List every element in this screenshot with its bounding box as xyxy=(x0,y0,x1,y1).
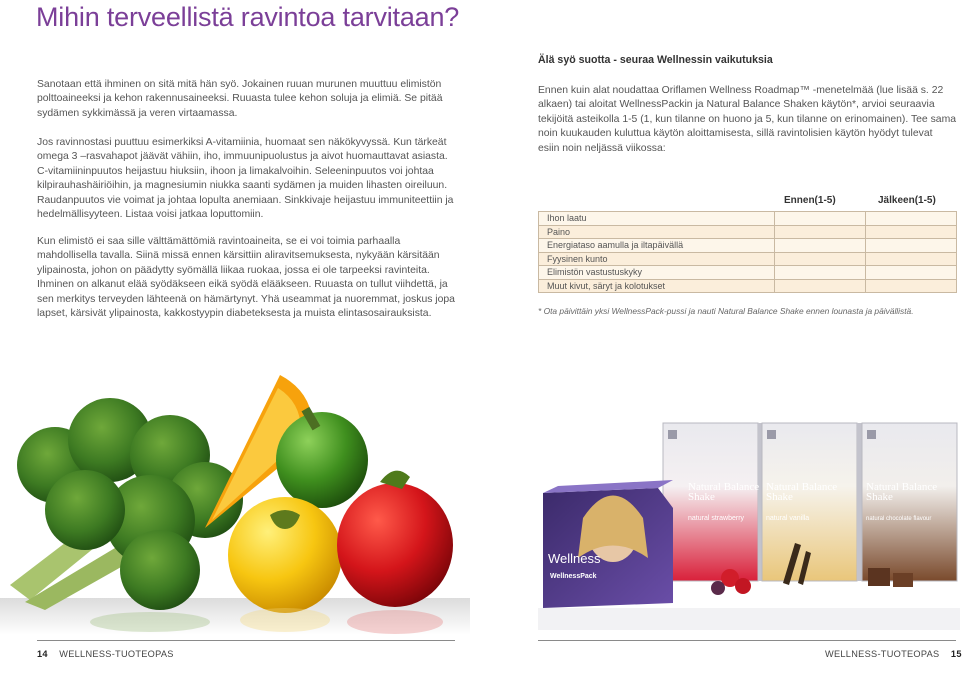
shake-label-strawberry: Shake xyxy=(688,491,715,503)
row-label: Fyysinen kunto xyxy=(539,252,775,266)
before-cell[interactable] xyxy=(775,252,866,266)
heading-brand: Wellnessin xyxy=(656,54,713,66)
paragraph-2: Jos ravinnostasi puuttuu esimerkiksi A-vitamiinia, huomaat sen näkökyvyssä. Kun tärkeät omega 3 –rasvahapot jäävät vähiin, iho, immuunipuolustus ja aivot huomauttavat asiasta. C-vitamiininpuutos heijastuu hiuksiin, ihoon ja limakalvoihin. Seleeninpuutos voi johtaa kilpirauhashäiriöihin, ja magnesiumin niukka saanti sydämen ja muiden lihasten oireiluun. Raudanpuutos vie voimat ja johtaa lopulta anemiaan. Sinkkivaje heijastuu immuniteettiin ja hedelmällisyyteen. Listaa voisi jatkaa loputtomiin. xyxy=(37,137,454,221)
shake-name-chocolate: Natural Balance xyxy=(866,481,938,493)
page-number-right: 15 xyxy=(950,649,962,659)
deficiency-paragraph xyxy=(37,136,457,222)
footer-label-right: WELLNESS-TUOTEOPAS xyxy=(825,649,940,659)
nutrition-paragraph xyxy=(37,235,457,321)
table-row xyxy=(539,252,957,266)
table-row xyxy=(539,266,957,280)
products-image xyxy=(538,418,960,630)
page-title: Mihin terveellistä ravintoa tarvitaan? xyxy=(36,2,460,32)
row-label: Muut kivut, säryt ja kolotukset xyxy=(539,279,775,293)
footer-right xyxy=(825,649,962,659)
before-cell[interactable] xyxy=(775,212,866,226)
shake-label-chocolate: Shake xyxy=(866,491,893,503)
intro-paragraph xyxy=(37,78,457,121)
before-cell[interactable] xyxy=(775,225,866,239)
instruction-paragraph: Ennen kuin alat noudattaa Oriflamen Wellness Roadmap™ -menetelmää (lue lisää s. 22 alkaen) tai aloitat WellnessPackin ja Natural Balance Shaken käytön*, arvioi seuraavia tekijöitä asteikolla 1-5 (1, kun tilanne on huono ja 5, kun tilanne on erinomainen). Tee sama noin kuukauden kuluttua käytön aloittamisesta, sillä ravintolisien käytön hyödyt tulevat esiin noin neljässä viikossa: xyxy=(538,85,957,154)
self-assessment-table xyxy=(538,211,957,293)
flavor-strawberry: natural strawberry xyxy=(688,515,745,522)
section-heading xyxy=(538,54,773,66)
after-cell[interactable] xyxy=(866,252,957,266)
row-label: Paino xyxy=(539,225,775,239)
row-label: Elimistön vastustuskyky xyxy=(539,266,775,280)
pack-logo: Wellness xyxy=(548,551,601,566)
table-row xyxy=(539,279,957,293)
before-cell[interactable] xyxy=(775,266,866,280)
footer-left xyxy=(37,649,174,659)
paragraph-3: Kun elimistö ei saa sille välttämättömiä ravintoaineita, se ei voi toimia parhaalla mahdollisella tavalla. Siinä missä ennen kärsittiin aliravitsemuksesta, nykyään kärsitään ylipainosta, johon on päädytty syömällä liikaa ruokaa, jossa ei ole tarpeeksi ravinteita. Ihminen on alkanut elää syödäkseen eikä syödä elääkseen. Ruuasta on tullut viihdettä, ja sen merkitys terveyden lähteenä on hämärtynyt. Yhä useammat ja nuoremmat, joskus jopa lapset, kärsivät ylipainosta, kakkostyypin diabeteksesta ja muista elintasosairauksista. xyxy=(37,236,455,320)
before-cell[interactable] xyxy=(775,279,866,293)
after-cell[interactable] xyxy=(866,266,957,280)
vegetables-illustration xyxy=(0,370,470,635)
before-cell[interactable] xyxy=(775,239,866,253)
footer-label-left: WELLNESS-TUOTEOPAS xyxy=(59,649,174,659)
page-number-left: 14 xyxy=(37,649,48,659)
row-label: Ihon laatu xyxy=(539,212,775,226)
footnote: * Ota päivittäin yksi WellnessPack-pussi ja nauti Natural Balance Shake ennen lounasta ja päivällistä. xyxy=(538,306,914,316)
after-cell[interactable] xyxy=(866,279,957,293)
flavor-chocolate: natural chocolate flavour xyxy=(866,516,932,522)
table-row xyxy=(539,212,957,226)
products-illustration xyxy=(538,418,960,630)
table-row xyxy=(539,225,957,239)
shake-name-strawberry: Natural Balance xyxy=(688,481,760,493)
pack-name: WellnessPack xyxy=(550,573,597,580)
heading-prefix: Älä syö suotta - seuraa xyxy=(538,54,657,66)
footer-rule-right xyxy=(538,640,956,641)
flavor-vanilla: natural vanilla xyxy=(766,515,810,522)
vegetables-image xyxy=(0,370,470,635)
after-cell[interactable] xyxy=(866,225,957,239)
table-row xyxy=(539,239,957,253)
after-cell[interactable] xyxy=(866,239,957,253)
footer-rule-left xyxy=(37,640,455,641)
column-header-before: Ennen(1-5) xyxy=(784,195,836,206)
heading-suffix: vaikutuksia xyxy=(712,54,773,66)
row-label: Energiataso aamulla ja iltapäivällä xyxy=(539,239,775,253)
column-header-after: Jälkeen(1-5) xyxy=(878,195,936,206)
paragraph-1: Sanotaan että ihminen on sitä mitä hän syö. Jokainen ruuan murunen muuttuu elimistön polttoaineeksi ja kehon rakennusaineeksi. Ruuasta tulee kehon soluja ja elimiä. Se pitää sydämen sykkimässä ja veren virtaamassa. xyxy=(37,79,443,119)
shake-label-vanilla: Shake xyxy=(766,491,793,503)
after-cell[interactable] xyxy=(866,212,957,226)
shake-name-vanilla: Natural Balance xyxy=(766,481,838,493)
